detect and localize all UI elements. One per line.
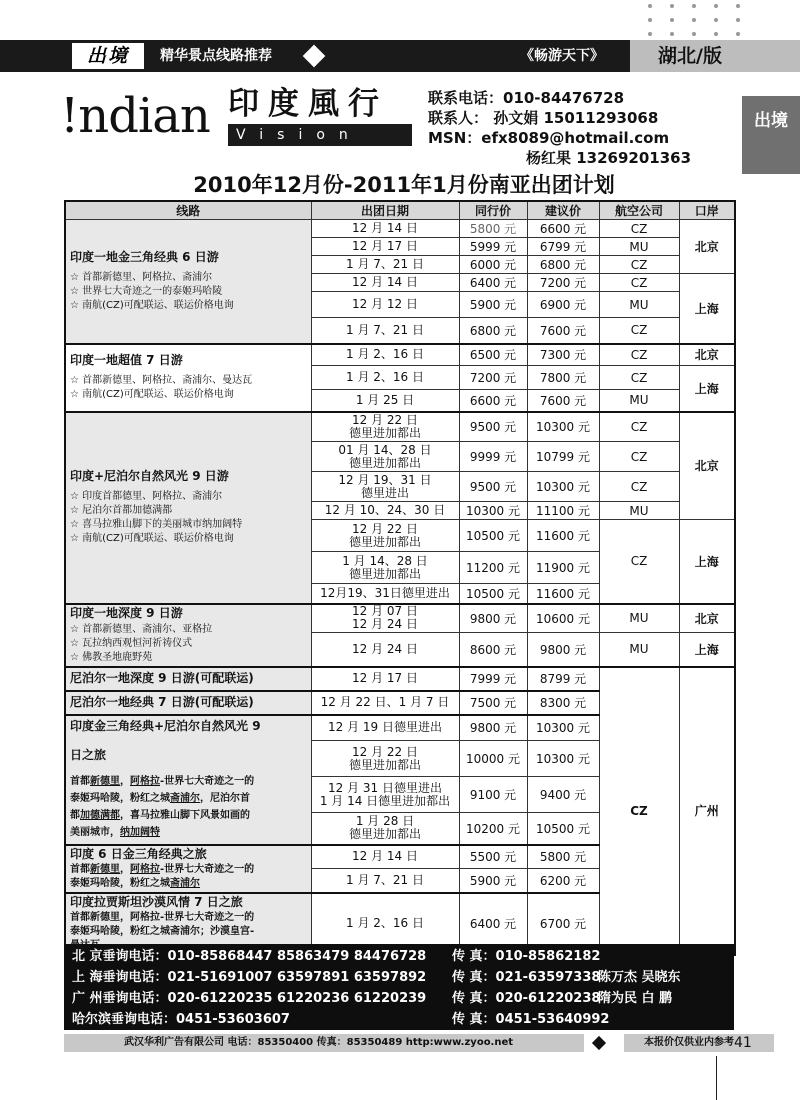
page-footer — [64, 1034, 734, 1052]
phone-row — [72, 946, 726, 967]
phone-fax: 传 真：021-63597338 — [452, 970, 601, 985]
suggested-price-cell: 11100 元 — [527, 502, 599, 520]
suggested-price-cell: 7200 元 — [527, 274, 599, 292]
route-title: 印度拉贾斯坦沙漠风情 7 日之旅 — [70, 894, 243, 909]
peer-price-cell: 6800 元 — [459, 318, 527, 344]
date-line: 德里进加都出 — [348, 827, 421, 842]
desc-text: ， — [120, 863, 130, 875]
date-cell: 1 月 2、16 日 — [311, 893, 459, 955]
port-cell: 北京 — [679, 220, 735, 274]
side-section-tab: 出境 — [742, 96, 800, 174]
desc-link: 加德满都 — [80, 809, 120, 821]
port-cell: 北京 — [679, 412, 735, 520]
peer-price-cell: 9500 元 — [459, 412, 527, 442]
peer-price-cell: 10500 元 — [459, 584, 527, 604]
contact-msn: MSN：efx8089@hotmail.com — [428, 129, 670, 147]
date-line: 12 月 22 日 — [352, 521, 418, 536]
route-title: 印度一地深度 9 日游 — [70, 605, 183, 620]
suggested-price-cell: 10500 元 — [527, 813, 599, 845]
peer-price-cell: 11200 元 — [459, 552, 527, 584]
desc-text: 泰姬玛哈陵，粉红之城 — [70, 792, 170, 804]
peer-price-cell: 10200 元 — [459, 813, 527, 845]
suggested-price-cell: 10300 元 — [527, 741, 599, 777]
suggested-price-cell: 6900 元 — [527, 292, 599, 318]
route-bullet: ☆ 南航(CZ)可配联运、联运价格电询 — [70, 389, 234, 400]
peer-price-cell: 6000 元 — [459, 256, 527, 274]
date-line: 12 月 22 日 — [352, 744, 418, 759]
airline-cell: CZ — [599, 318, 679, 344]
section-label: 出境 — [72, 43, 144, 69]
peer-price-cell: 7200 元 — [459, 366, 527, 390]
desc-text: -世界七大奇迹之一的 — [160, 775, 255, 787]
route-desc — [70, 773, 307, 790]
date-line: 12 月 24 日 — [352, 617, 418, 632]
page-title: 2010年12月份-2011年1月份南亚出团计划 — [193, 173, 615, 197]
peer-price-cell: 7999 元 — [459, 667, 527, 691]
header-subtitle: 精华景点线路推荐 — [160, 48, 272, 64]
peer-price-cell: 6600 元 — [459, 390, 527, 412]
peer-price-cell: 8600 元 — [459, 633, 527, 667]
airline-cell: CZ — [599, 344, 679, 366]
suggested-price-cell: 6200 元 — [527, 869, 599, 893]
suggested-price-cell: 10799 元 — [527, 442, 599, 472]
suggested-price-cell: 10600 元 — [527, 604, 599, 633]
route-cell — [65, 845, 311, 893]
date-cell — [311, 604, 459, 633]
route-cell — [65, 344, 311, 412]
desc-text: 美丽城市， — [70, 826, 120, 838]
header-date: 出团日期 — [311, 201, 459, 220]
desc-link: 斋浦尔 — [170, 877, 200, 889]
peer-price-cell: 10500 元 — [459, 520, 527, 552]
route-desc: 首都新德里，阿格拉-世界七大奇迹之一的 — [70, 911, 255, 923]
contact-phone: 联系电话：010-84476728 — [428, 89, 625, 107]
table-row — [65, 412, 735, 442]
date-line: 12 月 19、31 日 — [338, 472, 432, 487]
airline-cell: CZ — [599, 472, 679, 502]
phone-city: 北 京垂询电话： — [72, 949, 168, 964]
airline-cell: MU — [599, 292, 679, 318]
date-line: 12 月 22 日 — [352, 412, 418, 427]
table-row — [65, 344, 735, 366]
route-bullet: ☆ 首都新德里、阿格拉、斋浦尔、曼达瓦 — [70, 375, 253, 386]
suggested-price-cell: 7600 元 — [527, 390, 599, 412]
desc-link: 斋浦尔 — [170, 792, 200, 804]
date-line: 1 月 28 日 — [355, 814, 415, 829]
header-port: 口岸 — [679, 201, 735, 220]
airline-cell: MU — [599, 390, 679, 412]
date-line: 1 月 14 日德里进加都出 — [319, 793, 451, 808]
date-cell: 12 月 14 日 — [311, 220, 459, 238]
route-bullet: ☆ 佛教圣地鹿野苑 — [70, 651, 153, 663]
suggested-price-cell: 6600 元 — [527, 220, 599, 238]
date-line: 12 月 31 日德里进出 — [328, 780, 442, 795]
route-title-line2: 日之旅 — [70, 747, 107, 762]
page-gutter-line — [716, 1056, 717, 1100]
route-bullet: ☆ 南航(CZ)可配联运、联运价格电询 — [70, 533, 234, 544]
date-cell: 1 月 2、16 日 — [311, 366, 459, 390]
route-cell — [65, 412, 311, 604]
airline-cell: MU — [599, 238, 679, 256]
desc-link: 纳加阔特 — [120, 826, 160, 838]
header-route: 线路 — [65, 201, 311, 220]
table-row — [65, 220, 735, 238]
phone-city: 哈尔滨垂询电话： — [72, 1012, 177, 1027]
airline-cell: CZ — [599, 220, 679, 238]
edition-label: 湖北/版 — [658, 45, 722, 67]
desc-link: 阿格拉 — [130, 863, 160, 875]
date-line: 12 月 07 日 — [352, 604, 418, 619]
desc-text: 首都 — [70, 863, 90, 875]
port-cell: 上海 — [679, 633, 735, 667]
suggested-price-cell: 6700 元 — [527, 893, 599, 955]
port-cell: 上海 — [679, 274, 735, 344]
peer-price-cell: 7500 元 — [459, 691, 527, 715]
airline-cell: CZ — [599, 412, 679, 442]
desc-text: ，尼泊尔首 — [200, 792, 250, 804]
desc-link: 新德里 — [90, 775, 120, 787]
peer-price-cell: 9800 元 — [459, 715, 527, 741]
port-cell: 北京 — [679, 344, 735, 366]
contact-block — [428, 88, 728, 168]
header-peer-price: 同行价 — [459, 201, 527, 220]
suggested-price-cell: 7600 元 — [527, 318, 599, 344]
decorative-dots — [640, 0, 750, 44]
contact-person: 联系人： 孙文娟 15011293068 — [428, 109, 659, 127]
logo-chinese: 印度風行 — [228, 86, 388, 122]
date-line: 德里进出 — [360, 485, 409, 500]
route-bullet: ☆ 瓦拉纳西观恒河祈祷仪式 — [70, 637, 193, 649]
phone-numbers: 010-85868447 85863479 84476728 — [167, 949, 427, 964]
phone-row — [72, 1009, 726, 1030]
phone-fax: 传 真：0451-53640992 — [452, 1012, 610, 1027]
phone-city: 广 州垂询电话： — [72, 991, 168, 1006]
suggested-price-cell: 11900 元 — [527, 552, 599, 584]
suggested-price-cell: 8799 元 — [527, 667, 599, 691]
desc-text: ， — [120, 775, 130, 787]
airline-cell: MU — [599, 502, 679, 520]
date-cell: 1 月 7、21 日 — [311, 318, 459, 344]
route-bullet: ☆ 喜马拉雅山脚下的美丽城市纳加阔特 — [70, 519, 243, 530]
footer-company: 武汉华利广告有限公司 电话：85350400 传真：85350489 http:www.zyoo.net — [124, 1037, 514, 1048]
airline-cell: CZ — [599, 274, 679, 292]
date-cell — [311, 813, 459, 845]
date-line: 德里进加都出 — [348, 757, 421, 772]
port-cell: 上海 — [679, 366, 735, 412]
phone-numbers: 0451-53603607 — [176, 1012, 290, 1027]
phone-contacts: 隋为民 白 鹏 — [598, 991, 673, 1006]
logo-english: !ndian — [60, 88, 210, 144]
date-cell: 12月19、31日德里进出 — [311, 584, 459, 604]
phone-city: 上 海垂询电话： — [72, 970, 168, 985]
peer-price-cell: 10300 元 — [459, 502, 527, 520]
phone-row — [72, 988, 726, 1009]
route-cell — [65, 691, 311, 715]
contact-person-2: 杨红果 13269201363 — [526, 149, 692, 167]
desc-text: 首都 — [70, 775, 90, 787]
date-line: 德里进加都出 — [348, 425, 421, 440]
route-desc — [70, 863, 307, 877]
date-cell: 1 月 25 日 — [311, 390, 459, 412]
route-desc — [70, 824, 307, 841]
route-bullet: ☆ 尼泊尔首都加德满都 — [70, 505, 173, 516]
route-desc — [70, 877, 307, 891]
footer-note: 本报价仅供业内参考 — [644, 1037, 734, 1048]
route-title: 印度+尼泊尔自然风光 9 日游 — [70, 469, 229, 483]
date-cell — [311, 552, 459, 584]
phone-fax: 传 真：010-85862182 — [452, 949, 601, 964]
date-line: 01 月 14、28 日 — [338, 442, 432, 457]
peer-price-cell: 6500 元 — [459, 344, 527, 366]
logo-vision: Vision — [228, 124, 412, 146]
suggested-price-cell: 8300 元 — [527, 691, 599, 715]
date-cell: 12 月 22 日、1 月 7 日 — [311, 691, 459, 715]
date-cell — [311, 412, 459, 442]
suggested-price-cell: 6799 元 — [527, 238, 599, 256]
page-number: 41 — [734, 1035, 752, 1051]
route-title: 尼泊尔一地深度 9 日游(可配联运) — [70, 671, 254, 685]
inquiry-phones — [64, 944, 734, 1030]
header-bar — [0, 40, 800, 72]
airline-cell: MU — [599, 604, 679, 633]
route-bullet: ☆ 世界七大奇迹之一的泰姬玛哈陵 — [70, 285, 223, 297]
route-desc: 泰姬玛哈陵，粉红之城斋浦尔；沙漠皇宫- — [70, 925, 255, 937]
suggested-price-cell: 9400 元 — [527, 777, 599, 813]
airline-cell: MU — [599, 633, 679, 667]
desc-link: 阿格拉 — [130, 775, 160, 787]
port-cell: 北京 — [679, 604, 735, 633]
date-cell: 12 月 14 日 — [311, 845, 459, 869]
date-cell: 12 月 10、24、30 日 — [311, 502, 459, 520]
date-cell: 12 月 19 日德里进出 — [311, 715, 459, 741]
suggested-price-cell: 6800 元 — [527, 256, 599, 274]
date-line: 德里进加都出 — [348, 534, 421, 549]
peer-price-cell: 5999 元 — [459, 238, 527, 256]
suggested-price-cell: 10300 元 — [527, 472, 599, 502]
suggested-price-cell: 5800 元 — [527, 845, 599, 869]
column-name: 《畅游天下》 — [520, 48, 604, 64]
peer-price-cell: 5900 元 — [459, 292, 527, 318]
date-cell: 12 月 24 日 — [311, 633, 459, 667]
peer-price-cell: 9500 元 — [459, 472, 527, 502]
date-cell — [311, 472, 459, 502]
route-cell — [65, 667, 311, 691]
table-row — [65, 604, 735, 633]
airline-cell: CZ — [599, 667, 679, 955]
date-cell: 1 月 2、16 日 — [311, 344, 459, 366]
phone-fax: 传 真：020-61220238 — [452, 991, 601, 1006]
route-bullet: ☆ 南航(CZ)可配联运、联运价格电询 — [70, 299, 234, 311]
desc-text: -世界七大奇迹之一的 — [160, 863, 255, 875]
suggested-price-cell: 10300 元 — [527, 715, 599, 741]
route-bullet: ☆ 印度首都德里、阿格拉、斋浦尔 — [70, 491, 223, 502]
date-cell: 1 月 7、21 日 — [311, 256, 459, 274]
header-suggested-price: 建议价 — [527, 201, 599, 220]
suggested-price-cell: 10300 元 — [527, 412, 599, 442]
phone-contacts: 陈万杰 吴晓东 — [598, 970, 681, 985]
port-cell: 广州 — [679, 667, 735, 955]
route-title: 印度金三角经典+尼泊尔自然风光 9 — [70, 718, 261, 733]
port-cell: 上海 — [679, 520, 735, 604]
desc-text: 都 — [70, 809, 80, 821]
route-title: 印度一地超值 7 日游 — [70, 353, 183, 367]
desc-text: ，喜马拉雅山脚下风景如画的 — [120, 809, 250, 821]
route-cell — [65, 715, 311, 845]
peer-price-cell: 5500 元 — [459, 845, 527, 869]
table-header-row — [65, 201, 735, 220]
date-cell — [311, 442, 459, 472]
date-line: 德里进加都出 — [348, 566, 421, 581]
route-title: 印度一地金三角经典 6 日游 — [70, 249, 219, 264]
route-title: 尼泊尔一地经典 7 日游(可配联运) — [70, 695, 254, 709]
desc-text: 泰姬玛哈陵，粉红之城 — [70, 877, 170, 889]
date-cell — [311, 520, 459, 552]
suggested-price-cell: 11600 元 — [527, 520, 599, 552]
peer-price-cell: 9999 元 — [459, 442, 527, 472]
tour-schedule-table — [64, 200, 736, 956]
suggested-price-cell: 7300 元 — [527, 344, 599, 366]
route-bullet: ☆ 首都新德里、阿格拉、斋浦尔 — [70, 271, 213, 283]
date-cell: 1 月 7、21 日 — [311, 869, 459, 893]
suggested-price-cell: 11600 元 — [527, 584, 599, 604]
route-cell — [65, 220, 311, 344]
suggested-price-cell: 7800 元 — [527, 366, 599, 390]
date-cell: 12 月 17 日 — [311, 238, 459, 256]
date-cell: 12 月 17 日 — [311, 667, 459, 691]
peer-price-cell: 5900 元 — [459, 869, 527, 893]
table-row — [65, 667, 735, 691]
desc-link: 新德里 — [90, 863, 120, 875]
airline-cell: CZ — [599, 520, 679, 604]
peer-price-cell: 9800 元 — [459, 604, 527, 633]
airline-cell: CZ — [599, 442, 679, 472]
phone-numbers: 021-51691007 63597891 63597892 — [167, 970, 427, 985]
date-line: 德里进加都出 — [348, 455, 421, 470]
airline-cell: CZ — [599, 256, 679, 274]
route-desc — [70, 790, 307, 807]
peer-price-cell: 6400 元 — [459, 893, 527, 955]
peer-price-cell: 10000 元 — [459, 741, 527, 777]
date-cell — [311, 777, 459, 813]
suggested-price-cell: 9800 元 — [527, 633, 599, 667]
route-cell — [65, 604, 311, 667]
date-cell: 12 月 12 日 — [311, 292, 459, 318]
route-desc — [70, 807, 307, 824]
date-line: 1 月 14、28 日 — [342, 553, 428, 568]
peer-price-cell: 9100 元 — [459, 777, 527, 813]
date-cell — [311, 741, 459, 777]
phone-numbers: 020-61220235 61220236 61220239 — [167, 991, 427, 1006]
route-title: 印度 6 日金三角经典之旅 — [70, 846, 207, 861]
peer-price-cell: 5800 元 — [459, 220, 527, 238]
airline-cell: CZ — [599, 366, 679, 390]
route-bullet: ☆ 首都新德里、斋浦尔、亚格拉 — [70, 623, 213, 635]
date-cell: 12 月 14 日 — [311, 274, 459, 292]
phone-row — [72, 967, 726, 988]
header-airline: 航空公司 — [599, 201, 679, 220]
peer-price-cell: 6400 元 — [459, 274, 527, 292]
